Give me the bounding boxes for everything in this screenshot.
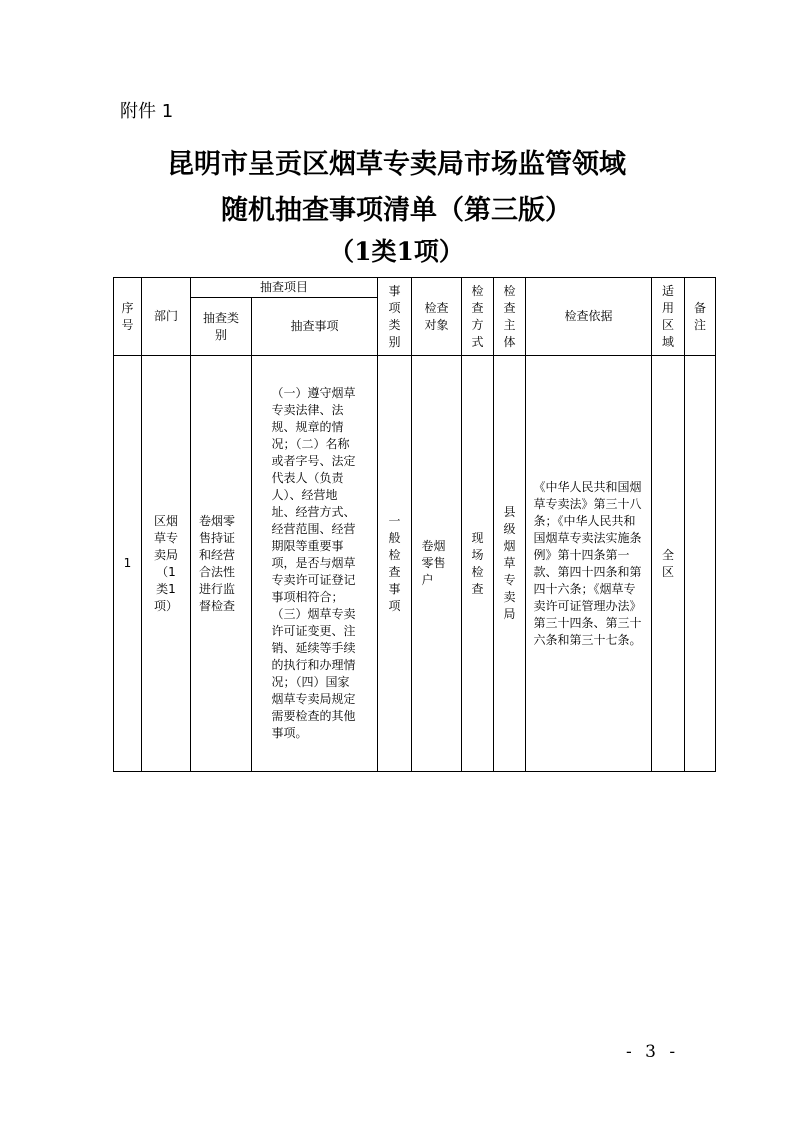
header-check-category: 抽查类别	[191, 298, 252, 356]
header-seq: 序号	[114, 278, 142, 356]
header-dept: 部门	[142, 278, 191, 356]
header-remark: 备注	[685, 278, 716, 356]
cell-check-method: 现场检查	[462, 356, 494, 772]
cell-check-subject: 县级烟草专卖局	[494, 356, 526, 772]
header-check-target: 检查对象	[412, 278, 462, 356]
header-item-type: 事项类别	[378, 278, 412, 356]
header-scope: 适用区域	[652, 278, 685, 356]
cell-dept: 区烟草专卖局（1类1项）	[142, 356, 191, 772]
document-title-line3: （1类1项）	[329, 237, 464, 266]
cell-item-type: 一般检查事项	[378, 356, 412, 772]
attachment-label: 附件 1	[120, 101, 174, 122]
header-check-basis: 检查依据	[526, 278, 652, 356]
header-check-method: 检查方式	[462, 278, 494, 356]
header-check-matter: 抽查事项	[252, 298, 378, 356]
page-number: - 3 -	[626, 1042, 680, 1062]
inspection-table	[113, 277, 716, 772]
document-title-line1: 昆明市呈贡区烟草专卖局市场监管领域	[167, 149, 626, 180]
cell-check-matter: （一）遵守烟草专卖法律、法规、规章的情况；（二）名称或者字号、法定代表人（负责人）、经营地址、经营方式、经营范围、经营期限等重要事项，是否与烟草专卖许可证登记事项相符合；（三）烟草专卖许可证变更、注销、延续等手续的执行和办理情况；（四）国家烟草专卖局规定需要检查的其他事项。	[252, 356, 378, 772]
header-check-item-group: 抽查项目	[191, 278, 378, 298]
cell-check-category: 卷烟零售持证和经营合法性进行监督检查	[191, 356, 252, 772]
cell-check-target: 卷烟零售户	[412, 356, 462, 772]
document-title-line2: 随机抽查事项清单（第三版）	[221, 195, 572, 226]
header-check-subject: 检查主体	[494, 278, 526, 356]
cell-scope: 全区	[652, 356, 685, 772]
cell-check-basis: 《中华人民共和国烟草专卖法》第三十八条；《中华人民共和国烟草专卖法实施条例》第十四条第一款、第四十四条和第四十六条；《烟草专卖许可证管理办法》第三十四条、第三十六条和第三十七条。	[526, 356, 652, 772]
table-row	[114, 356, 716, 772]
cell-remark	[685, 356, 716, 772]
cell-seq: 1	[114, 356, 142, 772]
